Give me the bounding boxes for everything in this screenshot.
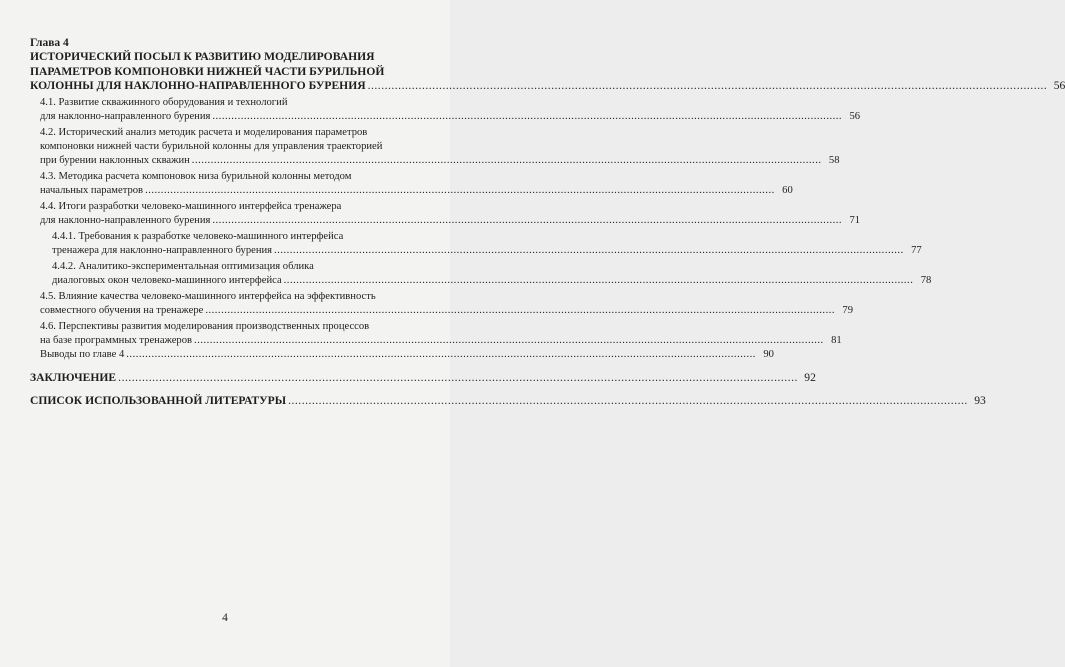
toc-entry-chapter-title[interactable] xyxy=(30,50,1065,94)
toc-page-number: 56 xyxy=(849,110,861,122)
toc-page-number: 58 xyxy=(828,154,840,166)
page-number: 4 xyxy=(222,612,228,624)
toc-entry-4-4-2[interactable] xyxy=(30,260,932,288)
toc-entry-text: компоновки нижней части бурильной колонны для управления траекторией xyxy=(40,140,383,152)
chapter-label: Глава 4 xyxy=(30,37,69,49)
toc-entry-4-1[interactable] xyxy=(30,96,861,124)
toc-page-number: 56 xyxy=(1053,79,1065,92)
toc-entry-text: ПАРАМЕТРОВ КОМПОНОВКИ НИЖНЕЙ ЧАСТИ БУРИЛЬНОЙ xyxy=(30,64,385,78)
dot-leader: ........................................................................................................................................................................................................ xyxy=(191,154,822,166)
toc-entry-4-3[interactable] xyxy=(30,170,793,198)
toc-entry-text: для наклонно-направленного бурения xyxy=(40,214,211,226)
toc-entry-chapter-conclusions[interactable] xyxy=(30,348,774,362)
toc-page-number: 93 xyxy=(974,394,986,407)
dot-leader: ........................................................................................................................................................................................................ xyxy=(212,110,843,122)
toc-entry-text: для наклонно-направленного бурения xyxy=(40,110,211,122)
toc-page-number: 92 xyxy=(804,370,816,384)
toc-entry-text: на базе программных тренажеров xyxy=(40,334,193,346)
toc-entry-text: 4.3. Методика расчета компоновок низа бурильной колонны методом xyxy=(40,170,352,182)
toc-page-number: 60 xyxy=(782,184,793,196)
toc-entry-text: тренажера для наклонно-направленного бурения xyxy=(52,244,273,256)
toc-entry-text: ИСТОРИЧЕСКИЙ ПОСЫЛ К РАЗВИТИЮ МОДЕЛИРОВАНИЯ xyxy=(30,50,375,63)
dot-leader: ........................................................................................................................................................................................................ xyxy=(283,274,914,286)
toc-entry-text: диалоговых окон человеко-машинного интерфейса xyxy=(52,274,282,286)
dot-leader: ........................................................................................................................................................................................................ xyxy=(126,348,756,360)
toc-entry-text: СПИСОК ИСПОЛЬЗОВАННОЙ ЛИТЕРАТУРЫ xyxy=(30,394,287,407)
toc-entry-text: ЗАКЛЮЧЕНИЕ xyxy=(30,370,117,384)
toc-entry-4-5[interactable] xyxy=(30,290,854,318)
toc-entry-references[interactable] xyxy=(30,394,986,409)
dot-leader: ........................................................................................................................................................................................................ xyxy=(205,304,836,316)
toc-entry-4-4[interactable] xyxy=(30,200,861,228)
toc-page-number: 77 xyxy=(911,244,922,256)
dot-leader: ........................................................................................................................................................................................................ xyxy=(194,334,824,346)
dot-leader: ........................................................................................................................................................................................................ xyxy=(145,184,775,196)
toc-entry-text: 4.4.1. Требования к разработке человеко-машинного интерфейса xyxy=(52,230,344,242)
toc-page-number: 90 xyxy=(763,348,774,360)
toc-page-number: 78 xyxy=(920,274,932,286)
dot-leader: ........................................................................................................................................................................................................ xyxy=(212,214,843,226)
dot-leader: ........................................................................................................................................................................................................ xyxy=(118,370,798,384)
toc-entry-text: 4.1. Развитие скважинного оборудования и технологий xyxy=(40,96,288,108)
toc-page-number: 81 xyxy=(831,334,842,346)
toc-entry-text: 4.6. Перспективы развития моделирования производственных процессов xyxy=(40,320,370,332)
toc-entry-conclusion[interactable] xyxy=(30,370,816,386)
toc-entry-4-2[interactable] xyxy=(30,126,840,168)
toc-entry-text: Выводы по главе 4 xyxy=(40,348,125,360)
toc-entry-text: КОЛОННЫ ДЛЯ НАКЛОННО-НАПРАВЛЕННОГО БУРЕНИЯ xyxy=(30,79,366,92)
toc-entry-4-6[interactable] xyxy=(30,320,842,348)
toc-entry-text: совместного обучения на тренажере xyxy=(40,304,204,316)
dot-leader: ........................................................................................................................................................................................................ xyxy=(367,79,1048,92)
toc-entry-text: начальных параметров xyxy=(40,184,144,196)
dot-leader: ........................................................................................................................................................................................................ xyxy=(274,244,904,256)
toc-entry-4-4-1[interactable] xyxy=(30,230,922,258)
toc-entry-text: 4.4. Итоги разработки человеко-машинного интерфейса тренажера xyxy=(40,200,342,212)
toc-page-number: 71 xyxy=(849,214,861,226)
toc-page-number: 79 xyxy=(842,304,854,316)
toc-entry-text: 4.2. Исторический анализ методик расчета и моделирования параметров xyxy=(40,126,368,138)
toc-entry-text: 4.5. Влияние качества человеко-машинного интерфейса на эффективность xyxy=(40,290,376,302)
dot-leader: ........................................................................................................................................................................................................ xyxy=(288,394,968,407)
toc-entry-text: при бурении наклонных скважин xyxy=(40,154,190,166)
toc-entry-text: 4.4.2. Аналитико-экспериментальная оптимизация облика xyxy=(52,260,314,272)
